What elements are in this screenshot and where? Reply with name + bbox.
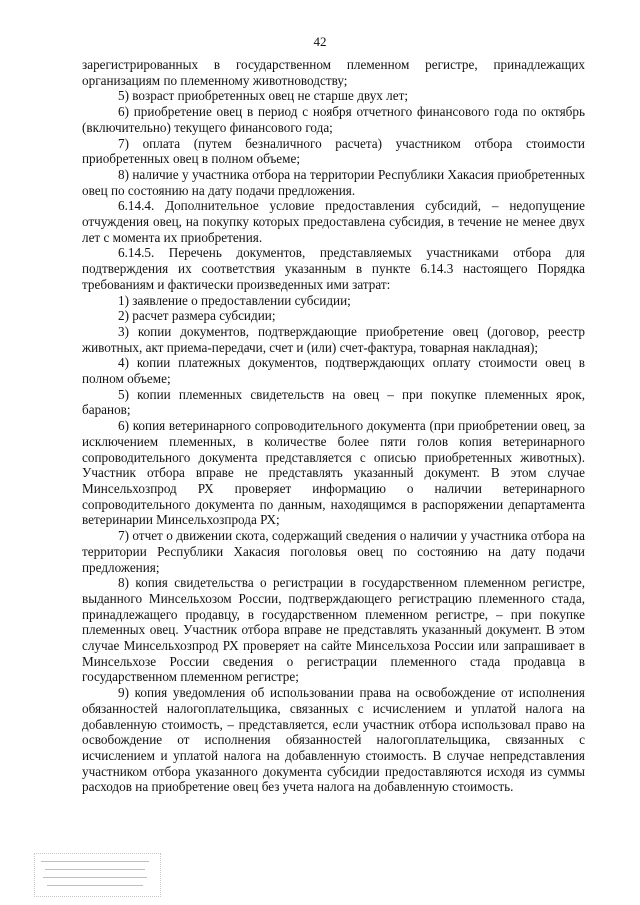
paragraph-6-14-5: 6.14.5. Перечень документов, представляемых участниками отбора для подтверждения их соответствия указанным в пункте 6.14.3 настоящего Порядка требованиям и фактически произведенных ими затрат:: [82, 245, 585, 292]
list-item-doc-5: 5) копии племенных свидетельств на овец – при покупке племенных ярок, баранов;: [82, 386, 585, 418]
list-item-doc-6: 6) копия ветеринарного сопроводительного документа (при приобретении овец, за исключением племенных, в количестве более пяти голов копия ветеринарного сопроводительного документа представляется с описью приобретенных животных). Участник отбора вправе не представлять указанный документ. В этом случае Минсельхозпрод РХ проверяет информацию о наличии ветеринарного сопроводительного документа по данным, находящимся в распоряжении департамента ветеринарии Минсельхозпрода РХ;: [82, 418, 585, 528]
page-number: 42: [313, 34, 327, 49]
list-item-doc-9: 9) копия уведомления об использовании права на освобождение от исполнения обязанностей налогоплательщика, связанных с исчислением и уплатой налога на добавленную стоимость, – представляется, если участник отбора использовал право на освобождение от исполнения обязанностей налогоплательщика, связанных с исчислением и уплатой налога на добавленную стоимость. В случае непредставления участником отбора указанного документа субсидии предоставляются исходя из суммы расходов на приобретение овец без учета налога на добавленную стоимость.: [82, 685, 585, 795]
paragraph-intro-continuation: зарегистрированных в государственном племенном регистре, принадлежащих организациям по племенному животноводству;: [82, 57, 585, 88]
paragraph-6-14-4: 6.14.4. Дополнительное условие предоставления субсидий, – недопущение отчуждения овец, на покупку которых предоставлена субсидия, в течение не менее двух лет с момента их приобретения.: [82, 198, 585, 245]
list-item-doc-4: 4) копии платежных документов, подтверждающих оплату стоимости овец в полном объеме;: [82, 355, 585, 387]
list-item-doc-3: 3) копии документов, подтверждающие приобретение овец (договор, реестр животных, акт приема-передачи, счет и (или) счет-фактура, товарная накладная);: [82, 323, 585, 355]
paragraph-item-7-payment: 7) оплата (путем безналичного расчета) участником отбора стоимости приобретенных овец в полном объеме;: [82, 135, 585, 167]
paragraph-item-5-age: 5) возраст приобретенных овец не старше двух лет;: [118, 88, 409, 104]
list-item-doc-2: 2) расчет размера субсидии;: [118, 308, 276, 324]
document-body: [82, 57, 585, 795]
paragraph-item-8-presence: 8) наличие у участника отбора на территории Республики Хакасия приобретенных овец по состоянию на дату подачи предложения.: [82, 166, 585, 198]
list-item-doc-7: 7) отчет о движении скота, содержащий сведения о наличии у участника отбора на территории Республики Хакасия поголовья овец по состоянию на дату подачи предложения;: [82, 528, 585, 575]
paragraph-item-6-period: 6) приобретение овец в период с ноября отчетного финансового года по октябрь (включительно) текущего финансового года;: [82, 104, 585, 135]
faint-stamp-mark: [34, 853, 161, 897]
list-item-doc-1: 1) заявление о предоставлении субсидии;: [118, 292, 351, 308]
list-item-doc-8: 8) копия свидетельства о регистрации в государственном племенном регистре, выданного Минсельхозом России, подтверждающего регистрацию племенного стада, принадлежащего продавцу, в государственном племенном регистре, – при покупке племенных овец. Участник отбора вправе не представлять указанный документ. В этом случае Минсельхозпрод РХ проверяет на сайте Минсельхоза России или запрашивает в Минсельхозе России сведения о регистрации племенного стада продавца в государственном племенном регистре;: [82, 575, 585, 685]
